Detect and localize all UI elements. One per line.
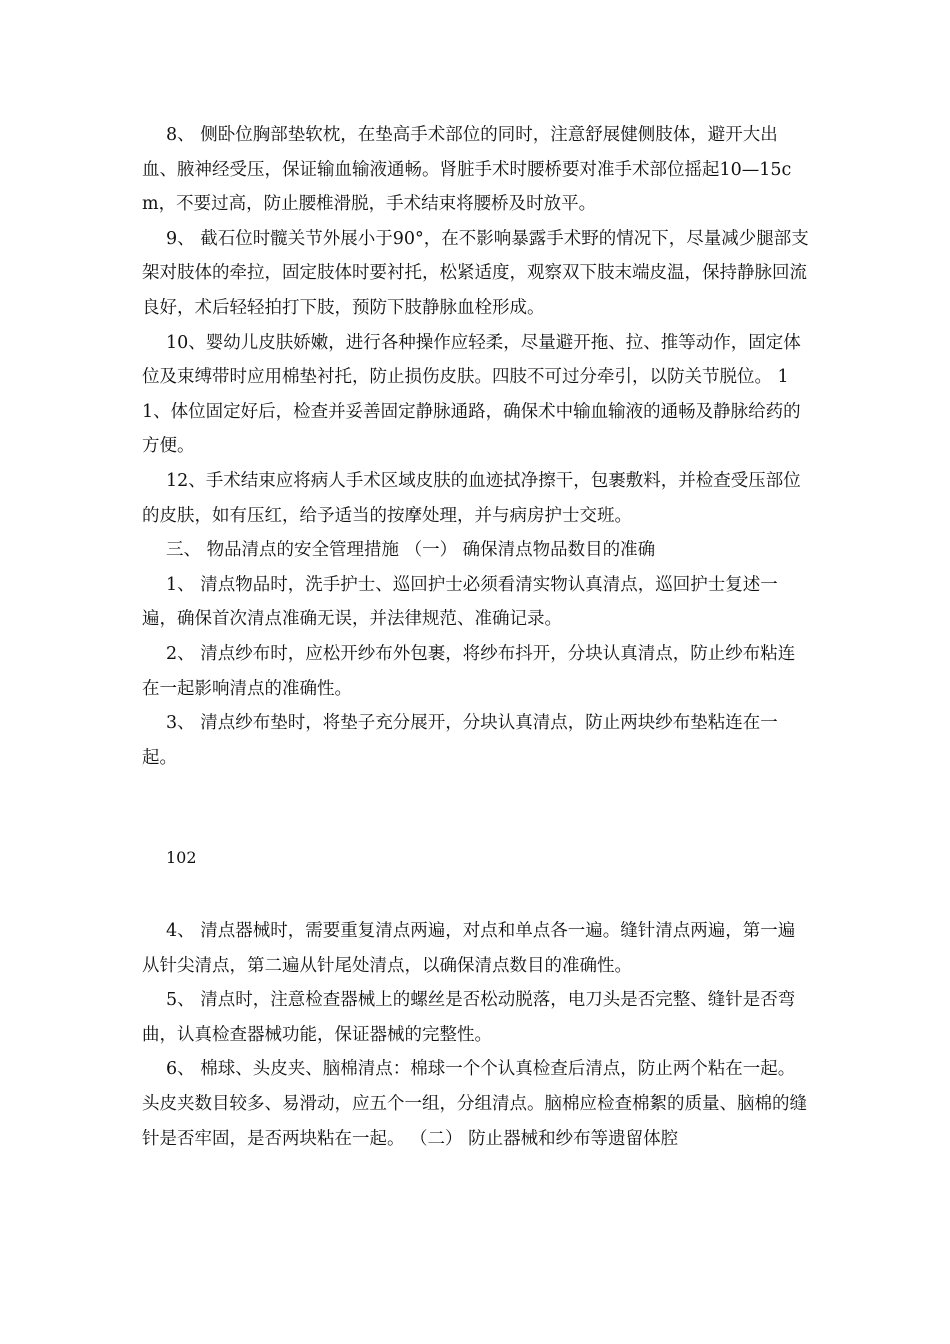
paragraph-item-8: 8、 侧卧位胸部垫软枕，在垫高手术部位的同时，注意舒展健侧肢体，避开大出血、腋神经受压，保证输血输液通畅。肾脏手术时腰桥要对准手术部位摇起10—15cm，不要过高，防止腰椎滑脱，手术结束将腰桥及时放平。 bbox=[142, 125, 792, 215]
page-number: 102 bbox=[166, 848, 197, 867]
text-section-bottom bbox=[142, 914, 810, 1156]
paragraph-item-12: 12、手术结束应将病人手术区域皮肤的血迹拭净擦干，包裹敷料，并检查受压部位的皮肤，如有压红，给予适当的按摩处理，并与病房护士交班。 bbox=[142, 470, 801, 526]
paragraph-count-6: 6、 棉球、头皮夹、脑棉清点：棉球一个个认真检查后清点，防止两个粘在一起。头皮夹数目较多、易滑动，应五个一组，分组清点。脑棉应检查棉絮的质量、脑棉的缝针是否牢固，是否两块粘在一起。 （二） 防止器械和纱布等遗留体腔 bbox=[142, 1059, 807, 1149]
section-heading-3: 三、 物品清点的安全管理措施 （一） 确保清点物品数目的准确 bbox=[166, 540, 656, 561]
paragraph-count-5: 5、 清点时，注意检查器械上的螺丝是否松动脱落，电刀头是否完整、缝针是否弯曲，认真检查器械功能，保证器械的完整性。 bbox=[142, 990, 796, 1045]
paragraph-count-2: 2、 清点纱布时，应松开纱布外包裹，将纱布抖开，分块认真清点，防止纱布粘连在一起影响清点的准确性。 bbox=[142, 643, 796, 699]
text-section-top bbox=[142, 118, 810, 775]
paragraph-count-4: 4、 清点器械时，需要重复清点两遍，对点和单点各一遍。缝针清点两遍，第一遍从针尖清点，第二遍从针尾处清点，以确保清点数目的准确性。 bbox=[142, 921, 796, 976]
paragraph-count-1: 1、 清点物品时，洗手护士、巡回护士必须看清实物认真清点，巡回护士复述一遍，确保首次清点准确无误，并法律规范、准确记录。 bbox=[142, 574, 778, 630]
paragraph-item-10-11: 10、婴幼儿皮肤娇嫩，进行各种操作应轻柔，尽量避开拖、拉、推等动作，固定体位及束缚带时应用棉垫衬托，防止损伤皮肤。四肢不可过分牵引，以防关节脱位。 11、体位固定好后，检查并妥善固定静脉通路，确保术中输血输液的通畅及静脉给药的方便。 bbox=[142, 332, 801, 457]
paragraph-item-9: 9、 截石位时髋关节外展小于90°，在不影响暴露手术野的情况下，尽量减少腿部支架对肢体的牵拉，固定肢体时要衬托，松紧适度，观察双下肢末端皮温，保持静脉回流良好，术后轻轻拍打下肢，预防下肢静脉血栓形成。 bbox=[142, 228, 809, 318]
paragraph-count-3: 3、 清点纱布垫时，将垫子充分展开，分块认真清点，防止两块纱布垫粘连在一起。 bbox=[142, 713, 778, 768]
